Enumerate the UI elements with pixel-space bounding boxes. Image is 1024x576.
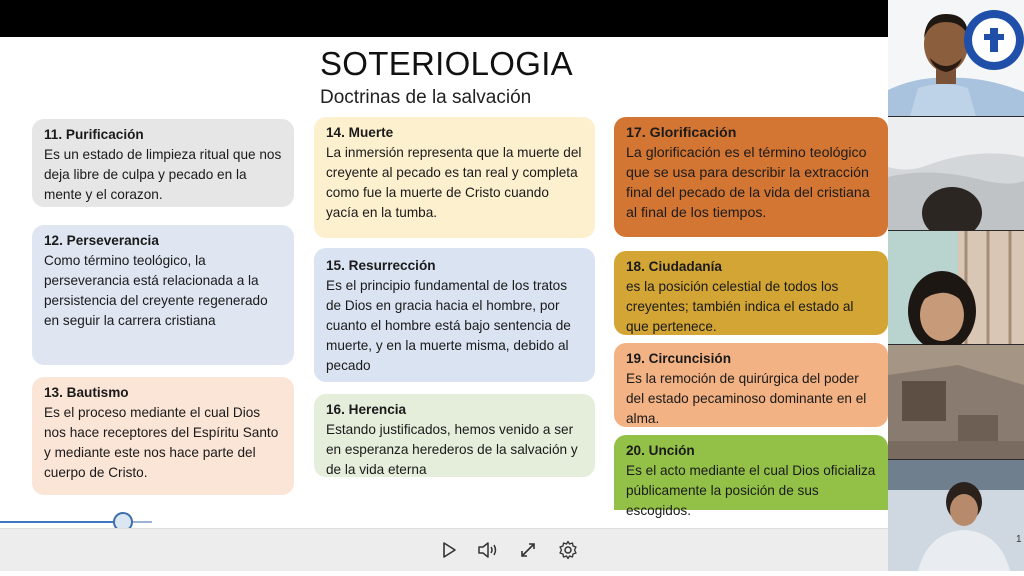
progress-fill	[0, 521, 123, 523]
card-circuncision	[614, 343, 888, 427]
participant-video	[888, 460, 1024, 571]
card-body: Como término teológico, la perseverancia está relacionada a la persistencia del creyente regenerado en seguir la carrera cristiana	[44, 253, 268, 328]
participants-panel	[888, 0, 1024, 571]
top-black-bar	[0, 0, 888, 37]
participant-tile-5[interactable]	[888, 460, 1024, 571]
slide-title: SOTERIOLOGIA	[320, 45, 573, 82]
card-resurreccion	[314, 248, 595, 382]
play-button[interactable]	[438, 539, 460, 561]
card-body: Es la remoción de quirúrgica del poder del estado pecaminoso dominante en el alma.	[626, 371, 867, 426]
slide-subtitle: Doctrinas de la salvación	[320, 87, 532, 108]
card-body: Es un estado de limpieza ritual que nos deja libre de culpa y pecado en la mente y el corazon.	[44, 147, 282, 202]
card-uncion	[614, 435, 888, 518]
card-purificacion	[32, 119, 294, 207]
player-controls-bar	[0, 528, 888, 571]
card-title: 14. Muerte	[326, 125, 394, 140]
card-title: 12. Perseverancia	[44, 233, 159, 248]
card-title: 20. Unción	[626, 443, 695, 458]
card-title: 19. Circuncisión	[626, 351, 732, 366]
card-title: 13. Bautismo	[44, 385, 129, 400]
card-body: La inmersión representa que la muerte del creyente al pecado es tan real y completa como fue la muerte de Cristo cuando yacía en la tumba.	[326, 145, 582, 220]
play-icon	[441, 541, 457, 559]
fullscreen-button[interactable]	[517, 539, 539, 561]
participant-tile-2[interactable]	[888, 117, 1024, 230]
card-title: 17. Glorificación	[626, 125, 737, 141]
settings-icon	[558, 540, 578, 560]
card-body: Estando justificados, hemos venido a ser en esperanza herederos de la salvación y de la vida eterna	[326, 422, 578, 477]
volume-button[interactable]	[477, 539, 499, 561]
card-muerte	[314, 117, 595, 238]
settings-button[interactable]	[557, 539, 579, 561]
card-title: 18. Ciudadanía	[626, 259, 722, 274]
fullscreen-icon	[519, 541, 537, 559]
participant-tile-4[interactable]	[888, 345, 1024, 459]
card-body: Es el acto mediante el cual Dios oficializa públicamente la posición de sus escogidos.	[626, 463, 876, 518]
participant-video	[888, 117, 1024, 230]
card-body: La glorificación es el término teológico que se usa para describir la extracción final del pecado de la vida del cristiana al final de los tiempos.	[626, 145, 870, 221]
volume-icon	[477, 541, 499, 559]
participant-video	[888, 345, 1024, 459]
edge-label: 1	[1016, 534, 1022, 545]
card-glorificacion	[614, 117, 888, 237]
card-body: es la posición celestial de todos los creyentes; también indica el estado al que pertenece.	[626, 279, 854, 334]
participant-tile-presenter[interactable]	[888, 0, 1024, 116]
card-herencia	[314, 394, 595, 477]
participant-video	[888, 231, 1024, 344]
participant-tile-3[interactable]	[888, 231, 1024, 344]
card-ciudadania	[614, 251, 888, 335]
card-title: 16. Herencia	[326, 402, 407, 417]
card-title: 15. Resurrección	[326, 258, 436, 273]
presentation-slide	[0, 37, 888, 537]
card-title: 11. Purificación	[44, 127, 144, 142]
card-body: Es el principio fundamental de los tratos de Dios en gracia hacia el hombre, por cuanto el hombre está bajo sentencia de muerte, y en la muerte misma, debido al pecado	[326, 278, 571, 373]
card-bautismo	[32, 377, 294, 495]
card-body: Es el proceso mediante el cual Dios nos hace receptores del Espíritu Santo y mediante este nos hace parte del cuerpo de Cristo.	[44, 405, 279, 480]
card-perseverancia	[32, 225, 294, 365]
